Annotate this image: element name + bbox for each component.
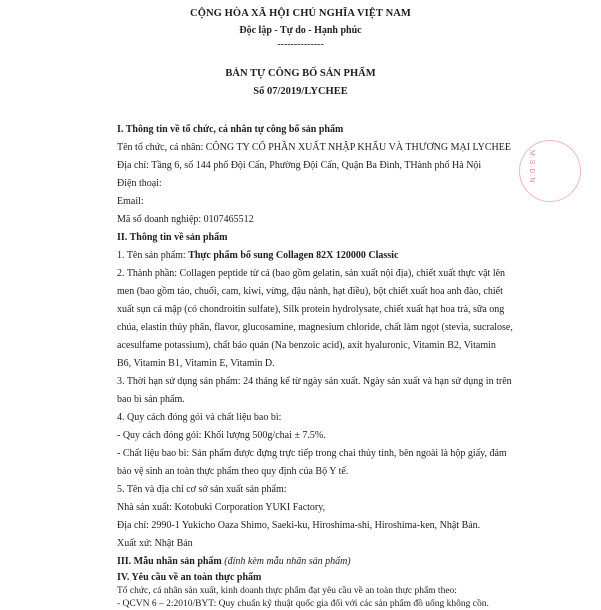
packaging-spec: - Quy cách đóng gói: Khối lượng 500g/chai ± 7.5%.: [117, 430, 326, 441]
national-title: CỘNG HÒA XÃ HỘI CHỦ NGHĨA VIỆT NAM: [190, 8, 411, 19]
section-3-note: (đính kèm mẫu nhãn sản phẩm): [224, 556, 351, 567]
section-3-title: III. Mẫu nhãn sản phẩm: [117, 556, 225, 567]
packaging-material-2: bảo vệ sinh an toàn thực phẩm theo quy định của Bộ Y tế.: [117, 466, 349, 477]
ingredients-line-5: acesulfame potassium), chất bảo quản (Na benzoic acid), axit hyaluronic, Vitamin B2, Vitamin: [117, 340, 496, 351]
safety-requirement: Tổ chức, cá nhân sản xuất, kinh doanh thực phẩm đạt yêu cầu về an toàn thực phẩm theo:: [117, 586, 457, 596]
org-address: Địa chỉ: Tầng 6, số 144 phố Đội Cấn, Phường Đội Cấn, Quận Ba Đình, THành phố Hà Nội: [117, 160, 482, 171]
manufacturer-name: Nhà sản xuất: Kotobuki Corporation YUKI Factory,: [117, 502, 326, 513]
stamp-text: M.S.D.N: [528, 150, 535, 184]
product-name-label: 1. Tên sản phẩm:: [117, 250, 189, 261]
manufacturer-address: Địa chỉ: 2990-1 Yukicho Oaza Shimo, Saeki-ku, Hiroshima-shi, Hiroshima-ken, Nhật Bản.: [117, 520, 481, 531]
org-name: Tên tổ chức, cá nhân: CÔNG TY CỔ PHẦN XUẤT NHẬP KHẨU VÀ THƯƠNG MẠI LYCHEE: [117, 142, 511, 153]
origin: Xuất xứ: Nhật Bản: [117, 538, 193, 549]
ingredients-line-1: 2. Thành phần: Collagen peptide từ cá (bao gồm gelatin, sản xuất nội địa), chiết xuất thực vật lên: [117, 268, 506, 279]
section-4-heading: IV. Yêu cầu về an toàn thực phẩm: [117, 572, 262, 583]
product-name-line: [117, 250, 398, 262]
ingredients-line-6: B6, Vitamin B1, Vitamin E, Vitamin D.: [117, 358, 275, 369]
org-tax-code: Mã số doanh nghiệp: 0107465512: [117, 214, 254, 225]
manufacturer-heading: 5. Tên và địa chỉ cơ sở sản xuất sản phẩm:: [117, 484, 287, 495]
section-1-heading: I. Thông tin về tổ chức, cá nhân tự công bố sản phẩm: [117, 124, 344, 135]
shelf-life-line-2: bao bì sản phẩm.: [117, 394, 185, 405]
org-phone: Điện thoại:: [117, 178, 162, 189]
shelf-life-line-1: 3. Thời hạn sử dụng sản phẩm: 24 tháng kể từ ngày sản xuất. Ngày sản xuất và hạn sử dụng in trên: [117, 376, 512, 387]
section-2-heading: II. Thông tin về sản phẩm: [117, 232, 228, 243]
document-number: Số 07/2019/LYCHEE: [253, 86, 348, 97]
ingredients-line-3: xuất sụn cá mập (có chondroitin sulfate), Silk protein hydrolysate, chiết xuất hạt hoa trà, sữa ong: [117, 304, 505, 315]
ingredients-line-4: chúa, elastin thủy phân, flavor, glucosamine, magnesium chloride, chất làm ngọt (stevia, sucralose,: [117, 322, 513, 333]
document-title: BẢN TỰ CÔNG BỐ SẢN PHẨM: [225, 68, 376, 79]
org-email: Email:: [117, 196, 144, 207]
packaging-heading: 4. Quy cách đóng gói và chất liệu bao bì:: [117, 412, 282, 423]
safety-standard: - QCVN 6 – 2:2010/BYT: Quy chuẩn kỹ thuật quốc gia đối với các sản phẩm đồ uống không cồn.: [117, 599, 489, 609]
section-3-heading: [117, 556, 351, 568]
national-motto: Độc lập - Tự do - Hạnh phúc: [239, 25, 362, 36]
header-divider: --------------: [277, 39, 324, 50]
product-name-value: Thực phẩm bổ sung Collagen 82X 120000 Classic: [188, 250, 399, 261]
ingredients-line-2: men (bao gồm táo, chuối, cam, kiwi, vừng, đậu nành, hạt điều), bột chiết xuất hoa anh đào, chiết: [117, 286, 503, 297]
packaging-material-1: - Chất liệu bao bì: Sản phẩm được đựng trực tiếp trong chai thủy tinh, bên ngoài là hộp giấy, đảm: [117, 448, 507, 459]
